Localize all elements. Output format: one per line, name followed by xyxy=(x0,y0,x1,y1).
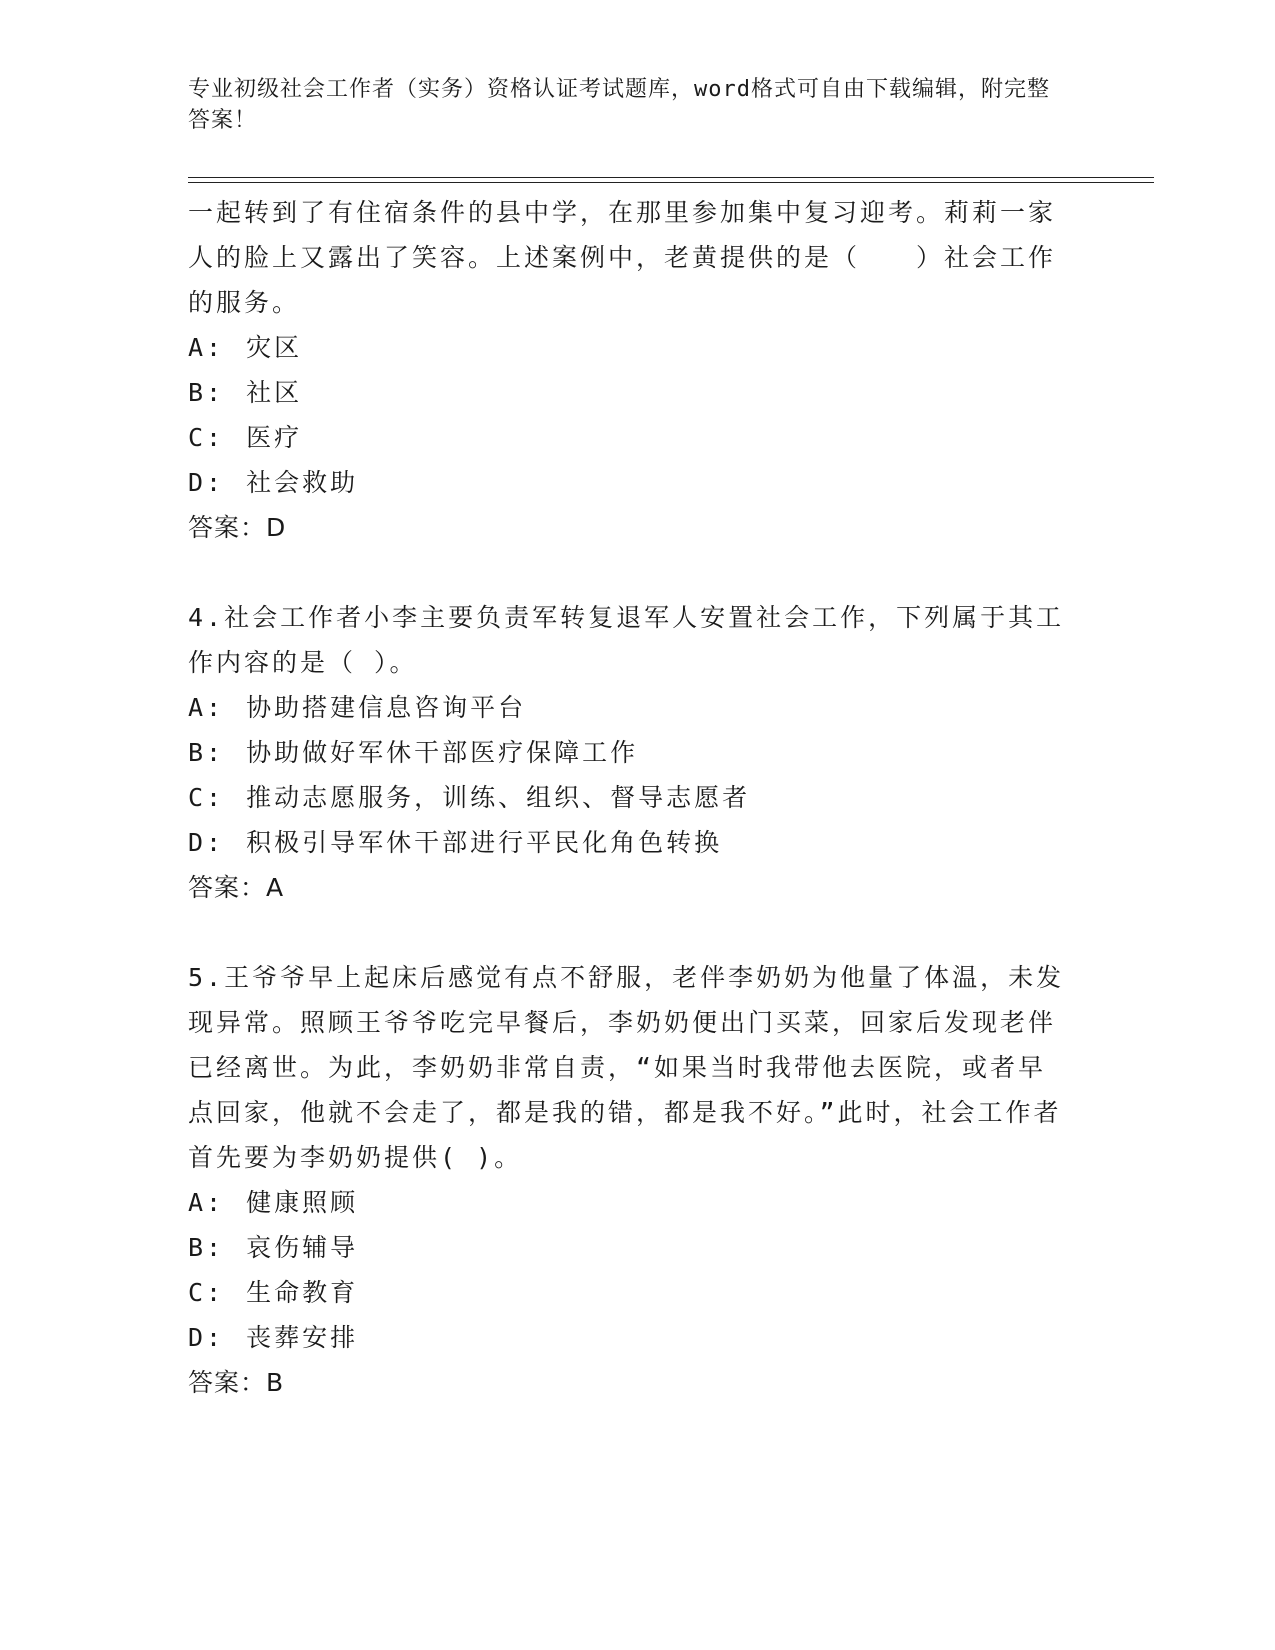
answer-line: 答案：B xyxy=(188,1368,285,1397)
document-header: 专业初级社会工作者（实务）资格认证考试题库，word格式可自由下载编辑，附完整答案！ xyxy=(188,77,1050,133)
option-b: B: 协助做好军休干部医疗保障工作 xyxy=(188,738,639,767)
header-rule-top xyxy=(188,177,1154,178)
option-c: C: 推动志愿服务，训练、组织、督导志愿者 xyxy=(188,783,751,812)
question-stem: 5.王爷爷早上起床后感觉有点不舒服，老伴李奶奶为他量了体温，未发现异常。照顾王爷爷吃完早餐后，李奶奶便出门买菜，回家后发现老伴已经离世。为此，李奶奶非常自责，“如果当时我带他去医院，或者早点回家，他就不会走了，都是我的错，都是我不好。”此时，社会工作者首先要为李奶奶提供( )。 xyxy=(188,963,1065,1172)
option-b: B: 哀伤辅导 xyxy=(188,1233,359,1262)
question-stem: 4.社会工作者小李主要负责军转复退军人安置社会工作，下列属于其工作内容的是（ ）。 xyxy=(188,603,1065,677)
question-stem: 一起转到了有住宿条件的县中学，在那里参加集中复习迎考。莉莉一家人的脸上又露出了笑容。上述案例中，老黄提供的是（ ）社会工作的服务。 xyxy=(188,198,1057,317)
spacer xyxy=(188,910,1068,955)
option-a: A: 协助搭建信息咨询平台 xyxy=(188,693,527,722)
header-rule-bottom xyxy=(188,182,1154,183)
option-c: C: 生命教育 xyxy=(188,1278,359,1307)
option-c: C: 医疗 xyxy=(188,423,303,452)
option-a: A: 灾区 xyxy=(188,333,303,362)
question-5 xyxy=(188,955,1068,1405)
answer-line: 答案：D xyxy=(188,513,287,542)
option-d: D: 积极引导军休干部进行平民化角色转换 xyxy=(188,828,723,857)
option-d: D: 丧葬安排 xyxy=(188,1323,359,1352)
spacer xyxy=(188,550,1068,595)
option-a: A: 健康照顾 xyxy=(188,1188,359,1217)
question-continued xyxy=(188,190,1068,550)
question-4 xyxy=(188,595,1068,910)
document-body xyxy=(188,190,1068,1405)
option-b: B: 社区 xyxy=(188,378,303,407)
option-d: D: 社会救助 xyxy=(188,468,359,497)
answer-line: 答案：A xyxy=(188,873,285,902)
